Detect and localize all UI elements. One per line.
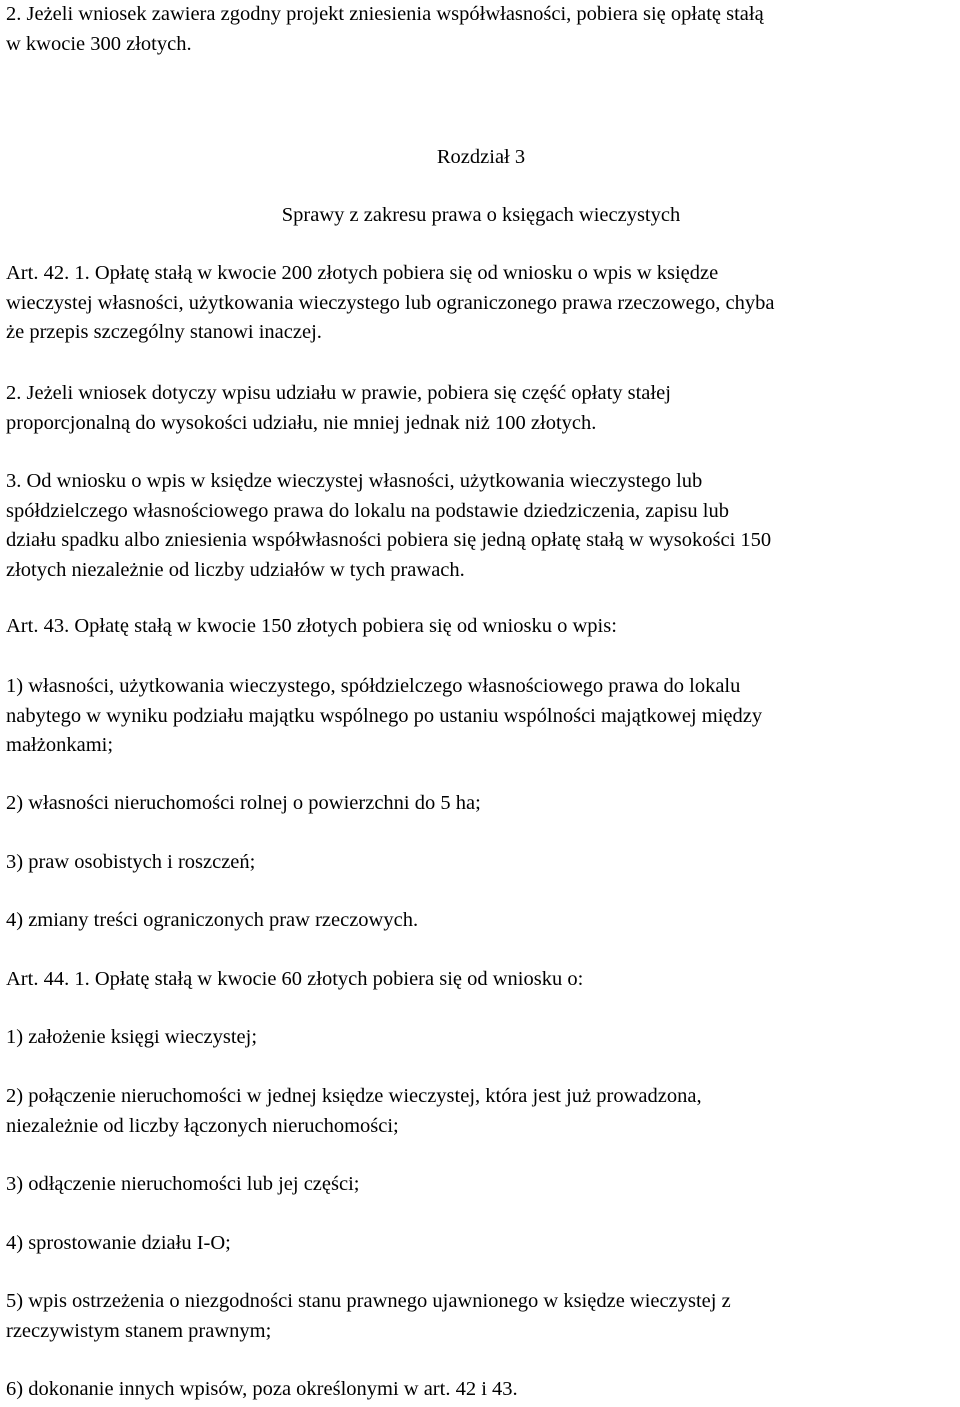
article-43-item-3 [6, 848, 956, 878]
article-42-paragraph-3 [6, 467, 956, 585]
text-line: Art. 43. Opłatę stałą w kwocie 150 złotych pobiera się od wniosku o wpis: [6, 615, 617, 637]
article-43-item-1 [6, 672, 956, 761]
text-line: w kwocie 300 złotych. [6, 32, 192, 55]
article-44-item-2 [6, 1082, 956, 1141]
article-42-paragraph-1 [6, 259, 956, 348]
article-43-item-2 [6, 789, 956, 819]
text-line: rzeczywistym stanem prawnym; [6, 1319, 272, 1342]
article-43-item-4 [6, 906, 956, 936]
article-44-item-4 [6, 1229, 956, 1259]
text-line: 3) praw osobistych i roszczeń; [6, 851, 256, 873]
text-line: 2. Jeżeli wniosek zawiera zgodny projekt zniesienia współwłasności, pobiera się opłatę stałą [6, 3, 764, 25]
text-line: że przepis szczególny stanowi inaczej. [6, 321, 322, 343]
article-44-item-6 [6, 1375, 956, 1405]
article-43-intro [6, 612, 956, 642]
text-line: 2. Jeżeli wniosek dotyczy wpisu udziału w prawie, pobiera się część opłaty stałej [6, 382, 671, 404]
text-line: nabytego w wyniku podziału majątku wspólnego po ustaniu wspólności majątkowej między [6, 704, 763, 727]
chapter-subtitle: Sprawy z zakresu prawa o księgach wieczystych [281, 204, 681, 226]
text-line: Art. 42. 1. Opłatę stałą w kwocie 200 złotych pobiera się od wniosku o wpis w księdze [6, 262, 719, 284]
text-line: 3. Od wniosku o wpis w księdze wieczystej własności, użytkowania wieczystego lub [6, 470, 703, 492]
article-44-intro [6, 965, 956, 995]
article-44-item-1 [6, 1023, 956, 1053]
text-line: Art. 44. 1. Opłatę stałą w kwocie 60 złotych pobiera się od wniosku o: [6, 968, 584, 990]
text-line: 1) założenie księgi wieczystej; [6, 1026, 258, 1048]
text-line: 4) sprostowanie działu I-O; [6, 1232, 231, 1254]
text-line: 4) zmiany treści ograniczonych praw rzeczowych. [6, 909, 419, 931]
text-line: 5) wpis ostrzeżenia o niezgodności stanu prawnego ujawnionego w księdze wieczystej z [6, 1290, 731, 1312]
article-42-paragraph-2 [6, 379, 956, 438]
text-line: działu spadku albo zniesienia współwłasności pobiera się jedną opłatę stałą w wysokości 150 [6, 529, 772, 551]
text-line: proporcjonalną do wysokości udziału, nie mniej jednak niż 100 złotych. [6, 411, 597, 434]
chapter-title: Rozdział 3 [436, 146, 526, 168]
text-line: 2) połączenie nieruchomości w jednej księdze wieczystej, która jest już prowadzona, [6, 1085, 702, 1107]
article-44-item-3 [6, 1170, 956, 1200]
text-line: małżonkami; [6, 734, 114, 756]
paragraph-fee-co-ownership [6, 0, 956, 59]
text-line: niezależnie od liczby łączonych nieruchomości; [6, 1114, 399, 1137]
text-line: 6) dokonanie innych wpisów, poza określonymi w art. 42 i 43. [6, 1378, 518, 1400]
text-line: złotych niezależnie od liczby udziałów w tych prawach. [6, 558, 465, 581]
text-line: spółdzielczego własnościowego prawa do lokalu na podstawie dziedziczenia, zapisu lub [6, 499, 729, 522]
text-line: 3) odłączenie nieruchomości lub jej części; [6, 1173, 360, 1195]
text-line: 2) własności nieruchomości rolnej o powierzchni do 5 ha; [6, 792, 481, 814]
text-line: wieczystej własności, użytkowania wieczystego lub ograniczonego prawa rzeczowego, chyba [6, 291, 775, 314]
article-44-item-5 [6, 1287, 956, 1346]
text-line: 1) własności, użytkowania wieczystego, spółdzielczego własnościowego prawa do lokalu [6, 675, 741, 697]
